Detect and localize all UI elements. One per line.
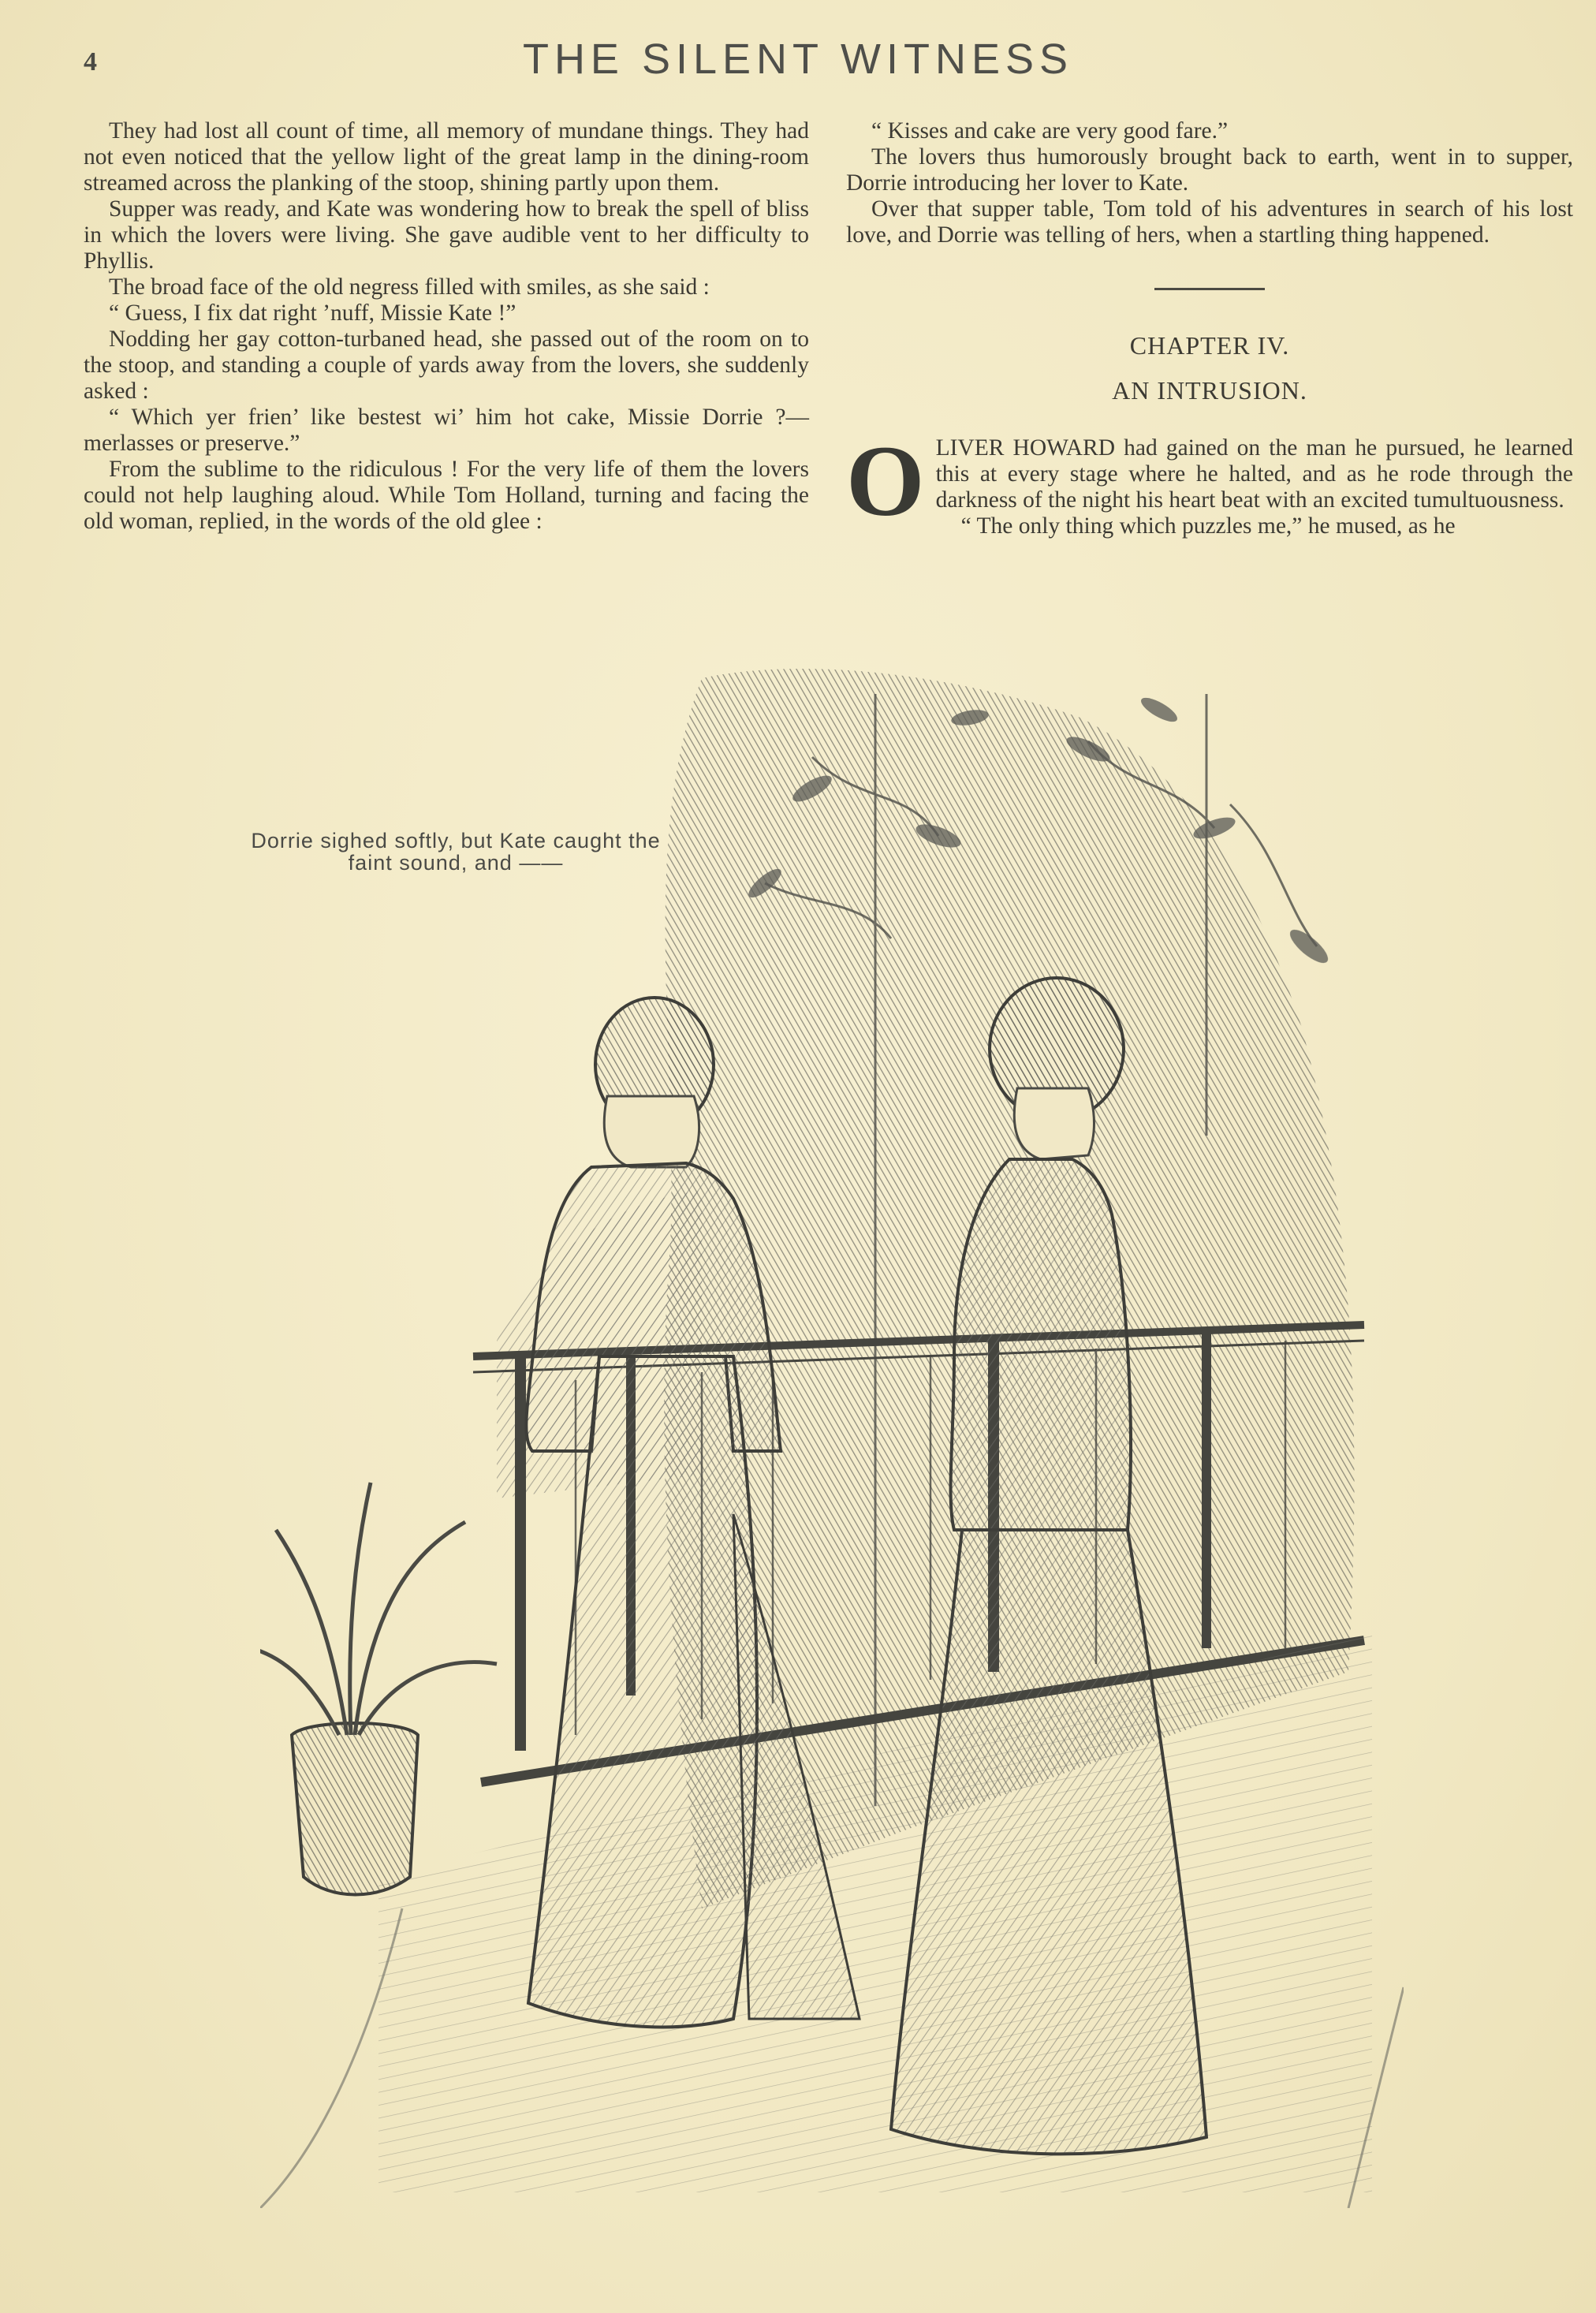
- chapter-title: AN INTRUSION.: [1112, 376, 1307, 405]
- paragraph: “ Guess, I fix dat right ’nuff, Missie Kate !”: [109, 300, 516, 326]
- paragraph: From the sublime to the ridiculous ! For the very life of them the lovers could not help laughing aloud. While Tom Holland, turning and facing the old woman, replied, in the words of the old glee :: [84, 457, 809, 534]
- paragraph: “ Which yer frien’ like bestest wi’ him hot cake, Missie Dorrie ?—merlasses or preserve.”: [84, 405, 809, 456]
- drop-cap: O: [846, 425, 925, 537]
- paragraph: The broad face of the old negress filled with smiles, as she said :: [109, 274, 710, 300]
- running-header-title: THE SILENT WITNESS: [522, 35, 1074, 83]
- paragraph: They had lost all count of time, all memory of mundane things. They had not even noticed that the yellow light of the great lamp in the dining-room streamed across the planking of the stoop, shining partly upon them.: [84, 118, 809, 196]
- left-text-column: [84, 118, 809, 535]
- paragraph: Nodding her gay cotton-turbaned head, she passed out of the room on to the stoop, and standing a couple of yards away from the lovers, she suddenly asked :: [84, 326, 809, 404]
- paragraph: Supper was ready, and Kate was wondering how to break the spell of bliss in which the lovers were living. She gave audible vent to her difficulty to Phyllis.: [84, 196, 809, 274]
- potted-plant: [260, 1483, 497, 1895]
- chapter-opening-text: LIVER HOWARD had gained on the man he pursued, he learned this at every stage where he halted, and as he rode through the darkness of the night his heart beat with an excited tumultuousness.: [935, 435, 1573, 513]
- page-number: 4: [84, 47, 97, 76]
- paragraph: The lovers thus humorously brought back to earth, went in to supper, Dorrie introducing her lover to Kate.: [846, 144, 1573, 196]
- engraving-illustration: [260, 647, 1404, 2208]
- section-divider: [1154, 288, 1265, 290]
- paragraph: “ The only thing which puzzles me,” he mused, as he: [960, 513, 1456, 539]
- paragraph: Over that supper table, Tom told of his adventures in search of his lost love, and Dorrie was telling of hers, when a startling thing happened.: [846, 196, 1573, 248]
- paragraph: “ Kisses and cake are very good fare.”: [871, 118, 1229, 144]
- chapter-number: CHAPTER IV.: [1129, 331, 1290, 360]
- illustration-caption: Dorrie sighed softly, but Kate caught the faint sound, and ——: [251, 829, 661, 875]
- right-text-column: [846, 118, 1573, 539]
